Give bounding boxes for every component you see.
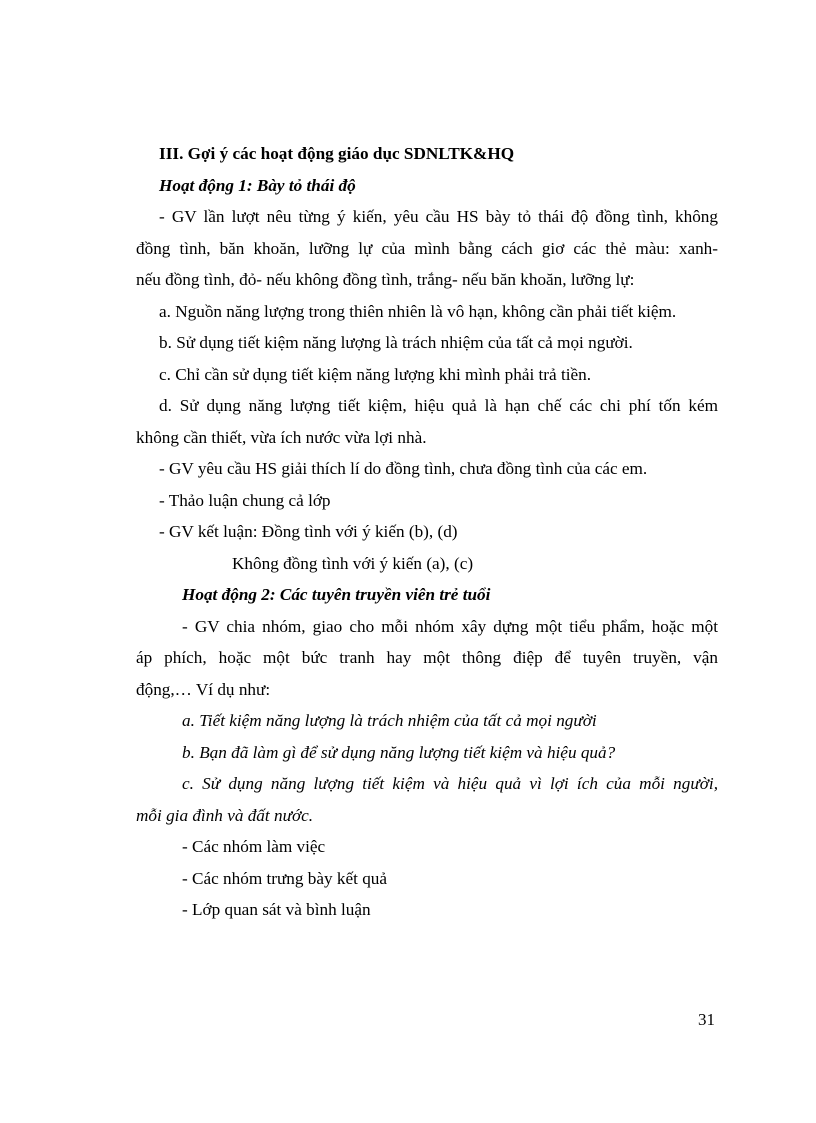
activity-1-intro-line-3: nếu đồng tình, đỏ- nếu không đồng tình, trắng- nếu băn khoăn, lưỡng lự: <box>136 270 635 289</box>
activity-2-intro-line-1: - GV chia nhóm, giao cho mỗi nhóm xây dựng một tiểu phẩm, hoặc một <box>182 616 718 636</box>
option-a: a. Nguồn năng lượng trong thiên nhiên là vô hạn, không cần phải tiết kiệm. <box>159 301 677 321</box>
activity-2-step-1: - Các nhóm làm việc <box>182 837 326 856</box>
page-content <box>136 138 718 926</box>
example-c-line-2: mỗi gia đình và đất nước. <box>136 805 314 825</box>
activity-1-title: Hoạt động 1: Bày tỏ thái độ <box>159 175 356 195</box>
example-b: b. Bạn đã làm gì để sử dụng năng lượng tiết kiệm và hiệu quả? <box>182 742 616 762</box>
example-c-line-1: c. Sử dụng năng lượng tiết kiệm và hiệu quả vì lợi ích của mỗi người, <box>182 774 718 793</box>
activity-2-intro-line-2: áp phích, hoặc một bức tranh hay một thông điệp để tuyên truyền, vận <box>136 648 718 667</box>
option-b: b. Sử dụng tiết kiệm năng lượng là trách nhiệm của tất cả mọi người. <box>159 333 633 352</box>
section-title: III. Gợi ý các hoạt động giáo dục SDNLTK&HQ <box>159 144 515 163</box>
option-c: c. Chỉ cần sử dụng tiết kiệm năng lượng khi mình phải trả tiền. <box>159 364 592 384</box>
option-d-line-1: d. Sử dụng năng lượng tiết kiệm, hiệu quả là hạn chế các chi phí tốn kém <box>159 396 718 415</box>
activity-1-step-2: - Thảo luận chung cả lớp <box>159 490 331 510</box>
activity-2-intro-line-3: động,… Ví dụ như: <box>136 679 271 699</box>
page-number: 31 <box>698 1010 715 1029</box>
activity-1-step-1: - GV yêu cầu HS giải thích lí do đồng tình, chưa đồng tình của các em. <box>159 459 648 478</box>
example-a: a. Tiết kiệm năng lượng là trách nhiệm của tất cả mọi người <box>182 711 597 730</box>
option-d-line-2: không cần thiết, vừa ích nước vừa lợi nhà. <box>136 427 427 447</box>
activity-1-conclusion-cont: Không đồng tình với ý kiến (a), (c) <box>232 553 474 573</box>
activity-1-intro-line-1: - GV lần lượt nêu từng ý kiến, yêu cầu HS bày tỏ thái độ đồng tình, không <box>159 207 718 226</box>
activity-1-intro-line-2: đồng tình, băn khoăn, lưỡng lự của mình bằng cách giơ các thẻ màu: xanh- <box>136 238 718 258</box>
activity-2-step-2: - Các nhóm trưng bày kết quả <box>182 868 388 888</box>
activity-2-step-3: - Lớp quan sát và bình luận <box>182 900 371 919</box>
activity-1-conclusion: - GV kết luận: Đồng tình với ý kiến (b), (d) <box>159 522 458 541</box>
activity-2-title: Hoạt động 2: Các tuyên truyền viên trẻ tuổi <box>182 585 491 604</box>
